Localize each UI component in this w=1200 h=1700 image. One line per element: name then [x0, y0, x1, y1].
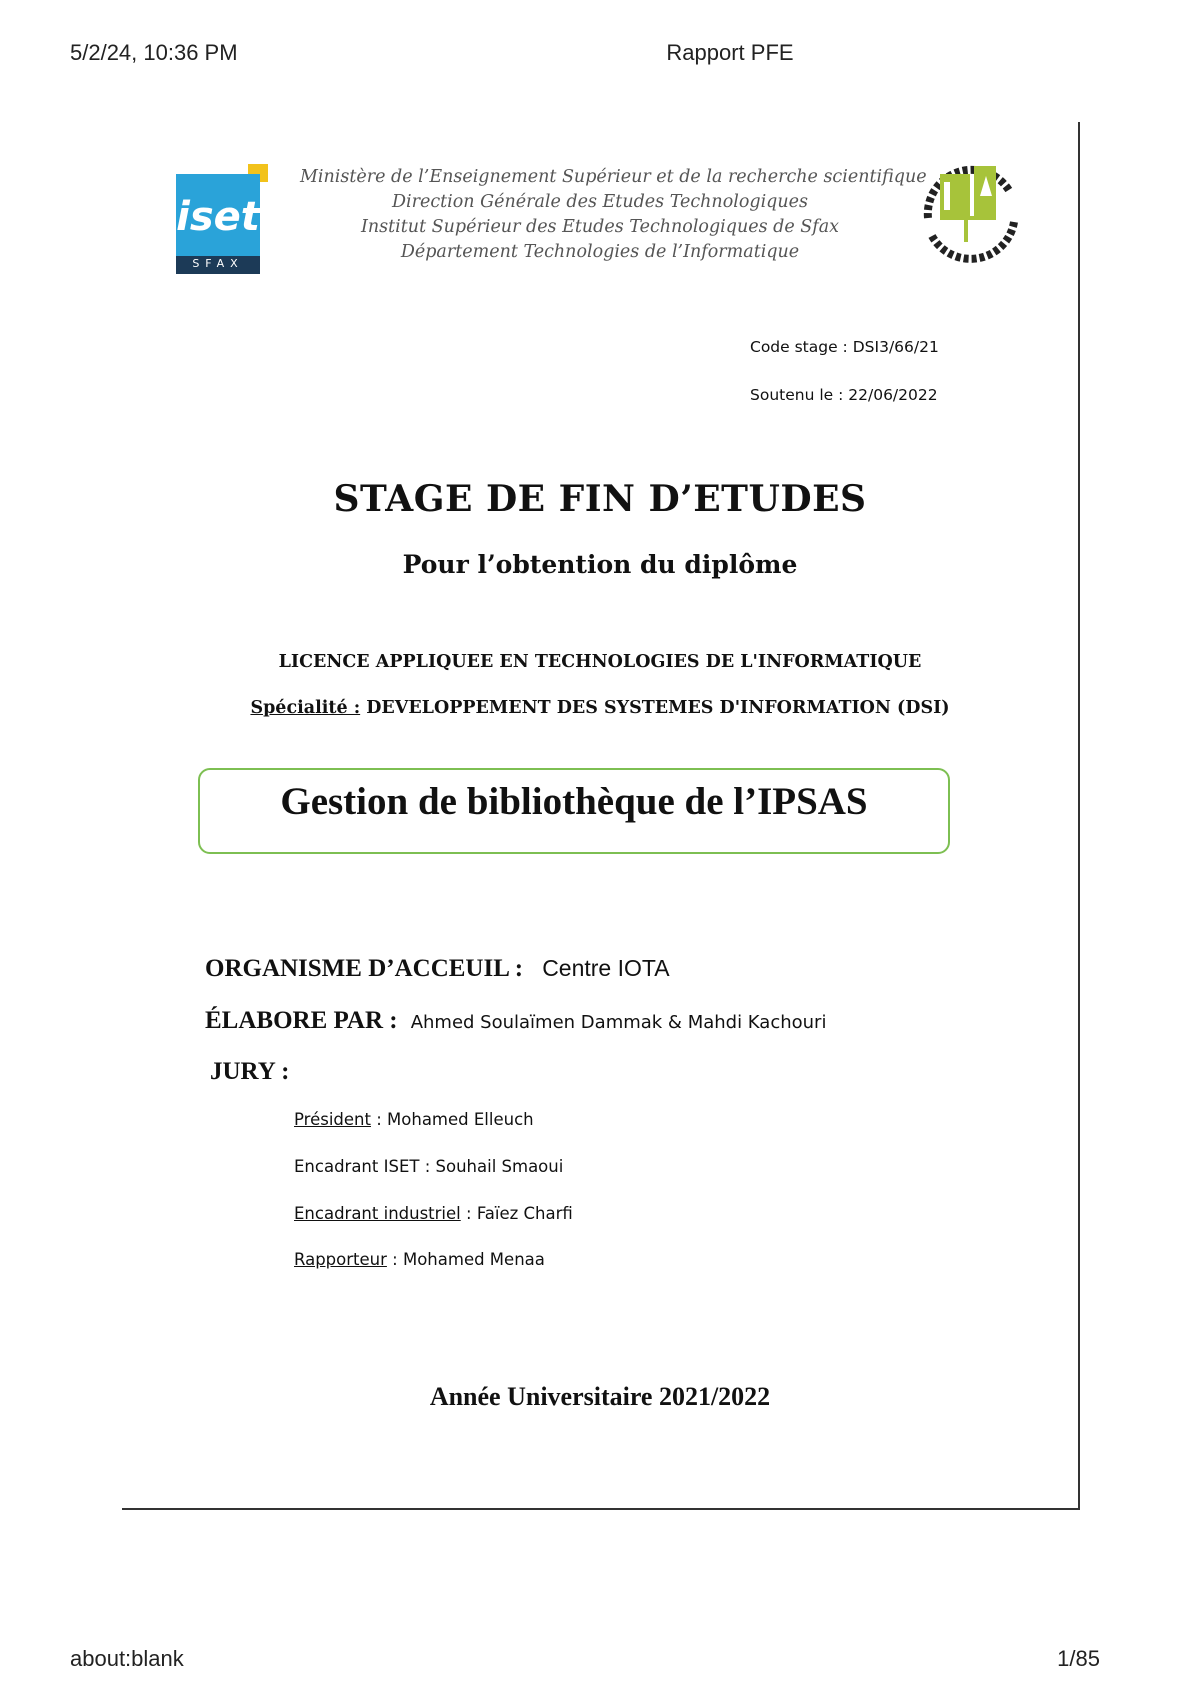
- defense-date-value: 22/06/2022: [848, 386, 938, 404]
- speciality-value: DEVELOPPEMENT DES SYSTEMES D'INFORMATION (DSI): [366, 698, 950, 718]
- print-url: about:blank: [70, 1646, 184, 1671]
- defense-date: [750, 386, 938, 404]
- ministry-line: Département Technologies de l’Informatique: [400, 242, 800, 262]
- ipsas-logo: [910, 156, 1028, 264]
- ipsas-logo-graphic: [910, 156, 1028, 264]
- jury-separator: :: [386, 1250, 403, 1269]
- iset-logo-caption: SFAX: [192, 257, 244, 270]
- host-organisation: [205, 955, 670, 983]
- degree-name: LICENCE APPLIQUEE EN TECHNOLOGIES DE L'INFORMATIQUE: [278, 652, 922, 672]
- internship-code-value: DSI3/66/21: [852, 338, 939, 356]
- ministry-line: Direction Générale des Etudes Technologiques: [391, 192, 808, 212]
- jury-supervisor-iset: [294, 1157, 563, 1176]
- jury-rapporteur-name: Mohamed Menaa: [402, 1250, 545, 1269]
- host-organisation-value: Centre IOTA: [542, 955, 670, 981]
- jury-supervisor-iset-name: Souhail Smaoui: [435, 1157, 564, 1176]
- jury-separator: :: [419, 1157, 436, 1176]
- internship-code-label: Code stage :: [750, 338, 848, 356]
- jury-president-name: Mohamed Elleuch: [387, 1110, 534, 1129]
- jury-supervisor-industrial-name: Faïez Charfi: [476, 1204, 573, 1223]
- ministry-line: Institut Supérieur des Etudes Technologiques de Sfax: [360, 217, 840, 237]
- jury-supervisor-iset-label: Encadrant ISET: [294, 1157, 420, 1176]
- authors-label: ÉLABORE PAR :: [205, 1007, 398, 1034]
- academic-year: Année Universitaire 2021/2022: [429, 1382, 771, 1411]
- print-document-title: Rapport PFE: [666, 40, 794, 65]
- speciality: [0, 698, 1200, 718]
- jury-separator: :: [460, 1204, 477, 1223]
- jury-rapporteur: [294, 1250, 545, 1269]
- jury-rapporteur-label: Rapporteur: [294, 1250, 387, 1269]
- host-organisation-label: ORGANISME D’ACCEUIL :: [205, 955, 524, 982]
- authors: [205, 1007, 826, 1035]
- jury-supervisor-industrial-label: Encadrant industriel: [294, 1204, 461, 1223]
- jury-president: [294, 1110, 534, 1129]
- internship-code: [750, 338, 939, 356]
- page-border-bottom: [122, 1508, 1080, 1510]
- jury-supervisor-industrial: [294, 1204, 573, 1223]
- speciality-label: Spécialité :: [250, 698, 361, 718]
- defense-date-label: Soutenu le :: [750, 386, 844, 404]
- jury-separator: :: [370, 1110, 388, 1129]
- page-border-right: [1078, 122, 1080, 1510]
- report-subtitle: Pour l’obtention du diplôme: [402, 550, 798, 579]
- ministry-line: Ministère de l’Enseignement Supérieur et de la recherche scientifique: [300, 167, 927, 187]
- print-datetime: 5/2/24, 10:36 PM: [70, 40, 238, 65]
- jury-label: JURY :: [210, 1058, 290, 1085]
- ministry-header: [300, 165, 927, 265]
- report-title: STAGE DE FIN D’ETUDES: [333, 478, 867, 520]
- iset-logo: [172, 164, 270, 276]
- print-page-number: 1/85: [1057, 1646, 1100, 1671]
- svg-text:iset: iset: [176, 194, 260, 240]
- authors-value: Ahmed Soulaïmen Dammak & Mahdi Kachouri: [410, 1012, 827, 1033]
- jury-president-label: Président: [294, 1110, 371, 1129]
- project-title: Gestion de bibliothèque de l’IPSAS: [280, 780, 868, 823]
